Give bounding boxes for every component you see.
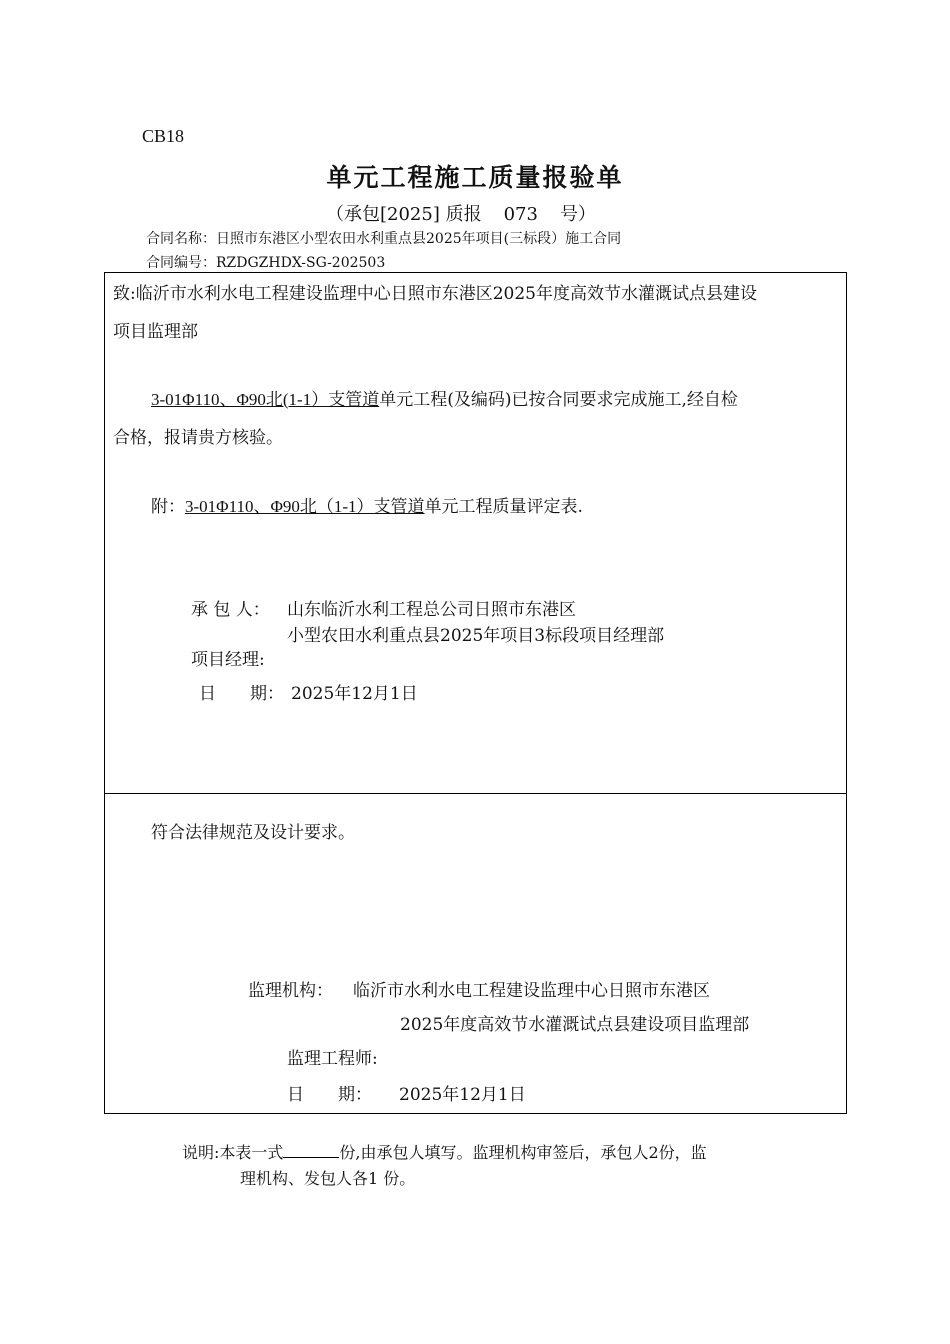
- project-manager-label: 项目经理:: [191, 650, 265, 670]
- supervisor-date-label: 日 期：: [287, 1085, 372, 1105]
- attachment-text: 单元工程质量评定表.: [424, 497, 583, 517]
- report-number-prefix: （承包[2025] 质报: [326, 204, 482, 225]
- submission-line-1: [151, 385, 738, 410]
- contractor-label: 承 包 人：: [191, 600, 270, 620]
- form-table: [104, 272, 847, 1114]
- contract-name: 合同名称：日照市东港区小型农田水利重点县2025年项目(三标段）施工合同: [146, 231, 622, 247]
- supervisor-org-label: 监理机构：: [248, 981, 333, 1001]
- addressee-line-1: 致:临沂市水利水电工程建设监理中心日照市东港区2025年度高效节水灌溉试点县建设: [113, 284, 757, 304]
- attachment-line: [151, 492, 583, 517]
- supervisor-date: 2025年12月1日: [399, 1085, 526, 1105]
- note-text: 份,由承包人填写。监理机构审签后，承包人2份，监: [339, 1143, 707, 1162]
- contract-number: 合同编号：RZDGZHDX-SG-202503: [146, 255, 386, 271]
- contractor-name-1: 山东临沂水利工程总公司日照市东港区: [287, 600, 576, 620]
- note-prefix: 说明:本表一式: [182, 1143, 284, 1162]
- addressee-line-2: 项目监理部: [113, 322, 198, 342]
- document-title: 单元工程施工质量报验单: [326, 163, 624, 192]
- copies-blank: [283, 1143, 339, 1158]
- report-number-value: 073: [503, 204, 538, 225]
- contractor-name-2: 小型农田水利重点县2025年项目3标段项目经理部: [287, 626, 665, 646]
- supervisor-opinion: 符合法律规范及设计要求。: [151, 823, 355, 843]
- attachment-prefix: 附：: [151, 497, 185, 517]
- report-number-suffix: 号）: [559, 204, 596, 225]
- report-number: [326, 200, 596, 226]
- note-line-1: [182, 1140, 707, 1163]
- contractor-section: [105, 273, 846, 794]
- supervisor-org-1: 临沂市水利水电工程建设监理中心日照市东港区: [353, 981, 710, 1001]
- note-line-2: 理机构、发包人各1 份。: [240, 1169, 416, 1188]
- supervisor-org-2: 2025年度高效节水灌溉试点县建设项目监理部: [400, 1015, 750, 1035]
- contractor-date: 2025年12月1日: [291, 684, 418, 704]
- supervisor-engineer-label: 监理工程师:: [287, 1049, 378, 1069]
- unit-project-name: 3-01Φ110、Φ90北(1-1）支管道: [151, 390, 380, 409]
- submission-text: 单元工程(及编码)已按合同要求完成施工,经自检: [379, 390, 738, 410]
- attachment-unit-name: 3-01Φ110、Φ90北（1-1）支管道: [185, 497, 425, 516]
- submission-line-2: 合格，报请贵方核验。: [113, 428, 283, 448]
- form-code: CB18: [142, 126, 185, 146]
- supervisor-section: [105, 794, 846, 1113]
- contractor-date-label: 日 期：: [199, 684, 284, 704]
